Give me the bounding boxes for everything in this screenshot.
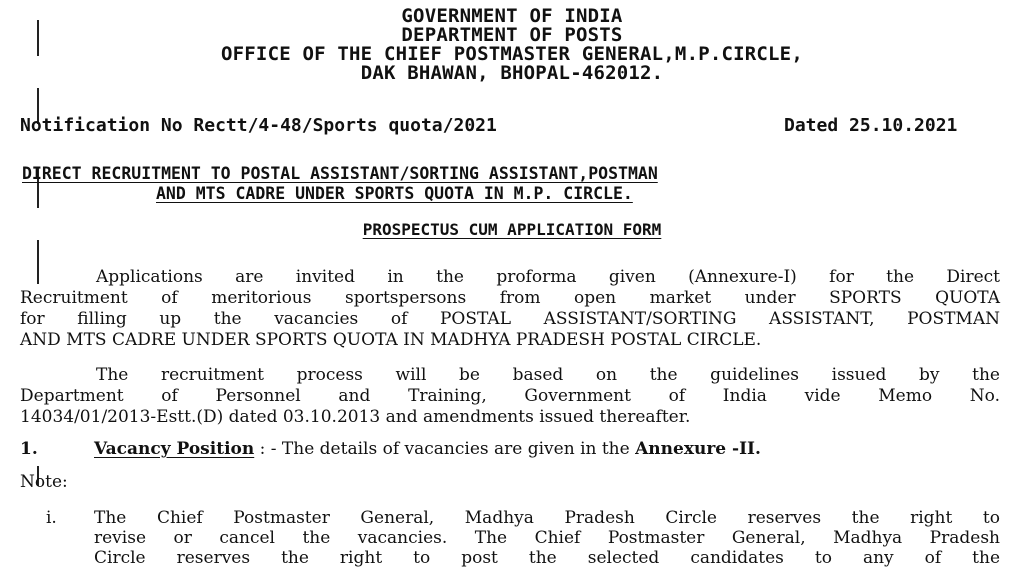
notification-number: Notification No Rectt/4-48/Sports quota/2021: [20, 115, 497, 136]
section-1-heading: Vacancy Position: [94, 439, 255, 459]
header-line-3: OFFICE OF THE CHIEF POSTMASTER GENERAL,M.P.CIRCLE,: [221, 43, 803, 65]
form-title: PROSPECTUS CUM APPLICATION FORM: [362, 220, 662, 239]
section-1-content: [94, 439, 761, 459]
notification-date: Dated 25.10.2021: [784, 115, 958, 136]
paragraph-2-line-1: The recruitment process will be based on the guidelines issued by the: [96, 365, 1000, 385]
section-1-text: : - The details of vacancies are given in the: [254, 439, 636, 459]
header-line-1: GOVERNMENT OF INDIA: [401, 5, 623, 27]
note-item-line-1: The Chief Postmaster General, Madhya Pradesh Circle reserves the right to: [94, 508, 1000, 528]
header-line-4: DAK BHAWAN, BHOPAL-462012.: [360, 62, 664, 84]
paragraph-1-line-3: for filling up the vacancies of POSTAL ASSISTANT/SORTING ASSISTANT, POSTMAN: [20, 309, 1000, 329]
header-line-2: DEPARTMENT OF POSTS: [401, 24, 623, 46]
note-label: Note:: [20, 472, 68, 492]
section-1-end: .: [754, 439, 761, 459]
subject-line-1: DIRECT RECRUITMENT TO POSTAL ASSISTANT/SORTING ASSISTANT,POSTMAN: [22, 164, 658, 183]
paragraph-1-line-2: Recruitment of meritorious sportspersons from open market under SPORTS QUOTA: [20, 288, 1000, 308]
margin-mark: [37, 240, 39, 284]
note-item-line-3: Circle reserves the right to post the selected candidates to any of the: [94, 548, 1000, 568]
section-1-annexure: Annexure -II: [635, 439, 755, 459]
paragraph-2-line-3: 14034/01/2013-Estt.(D) dated 03.10.2013 and amendments issued thereafter.: [20, 407, 691, 427]
note-item-marker: i.: [46, 508, 57, 528]
subject-line-2: AND MTS CADRE UNDER SPORTS QUOTA IN M.P. CIRCLE.: [156, 184, 633, 203]
section-1-number: 1.: [20, 439, 38, 459]
paragraph-2-line-2: Department of Personnel and Training, Government of India vide Memo No.: [20, 386, 1000, 406]
paragraph-1-line-1: Applications are invited in the proforma given (Annexure-I) for the Direct: [96, 267, 1000, 287]
paragraph-1-line-4: AND MTS CADRE UNDER SPORTS QUOTA IN MADHYA PRADESH POSTAL CIRCLE.: [20, 330, 762, 350]
note-item-line-2: revise or cancel the vacancies. The Chief Postmaster General, Madhya Pradesh: [94, 528, 1000, 548]
